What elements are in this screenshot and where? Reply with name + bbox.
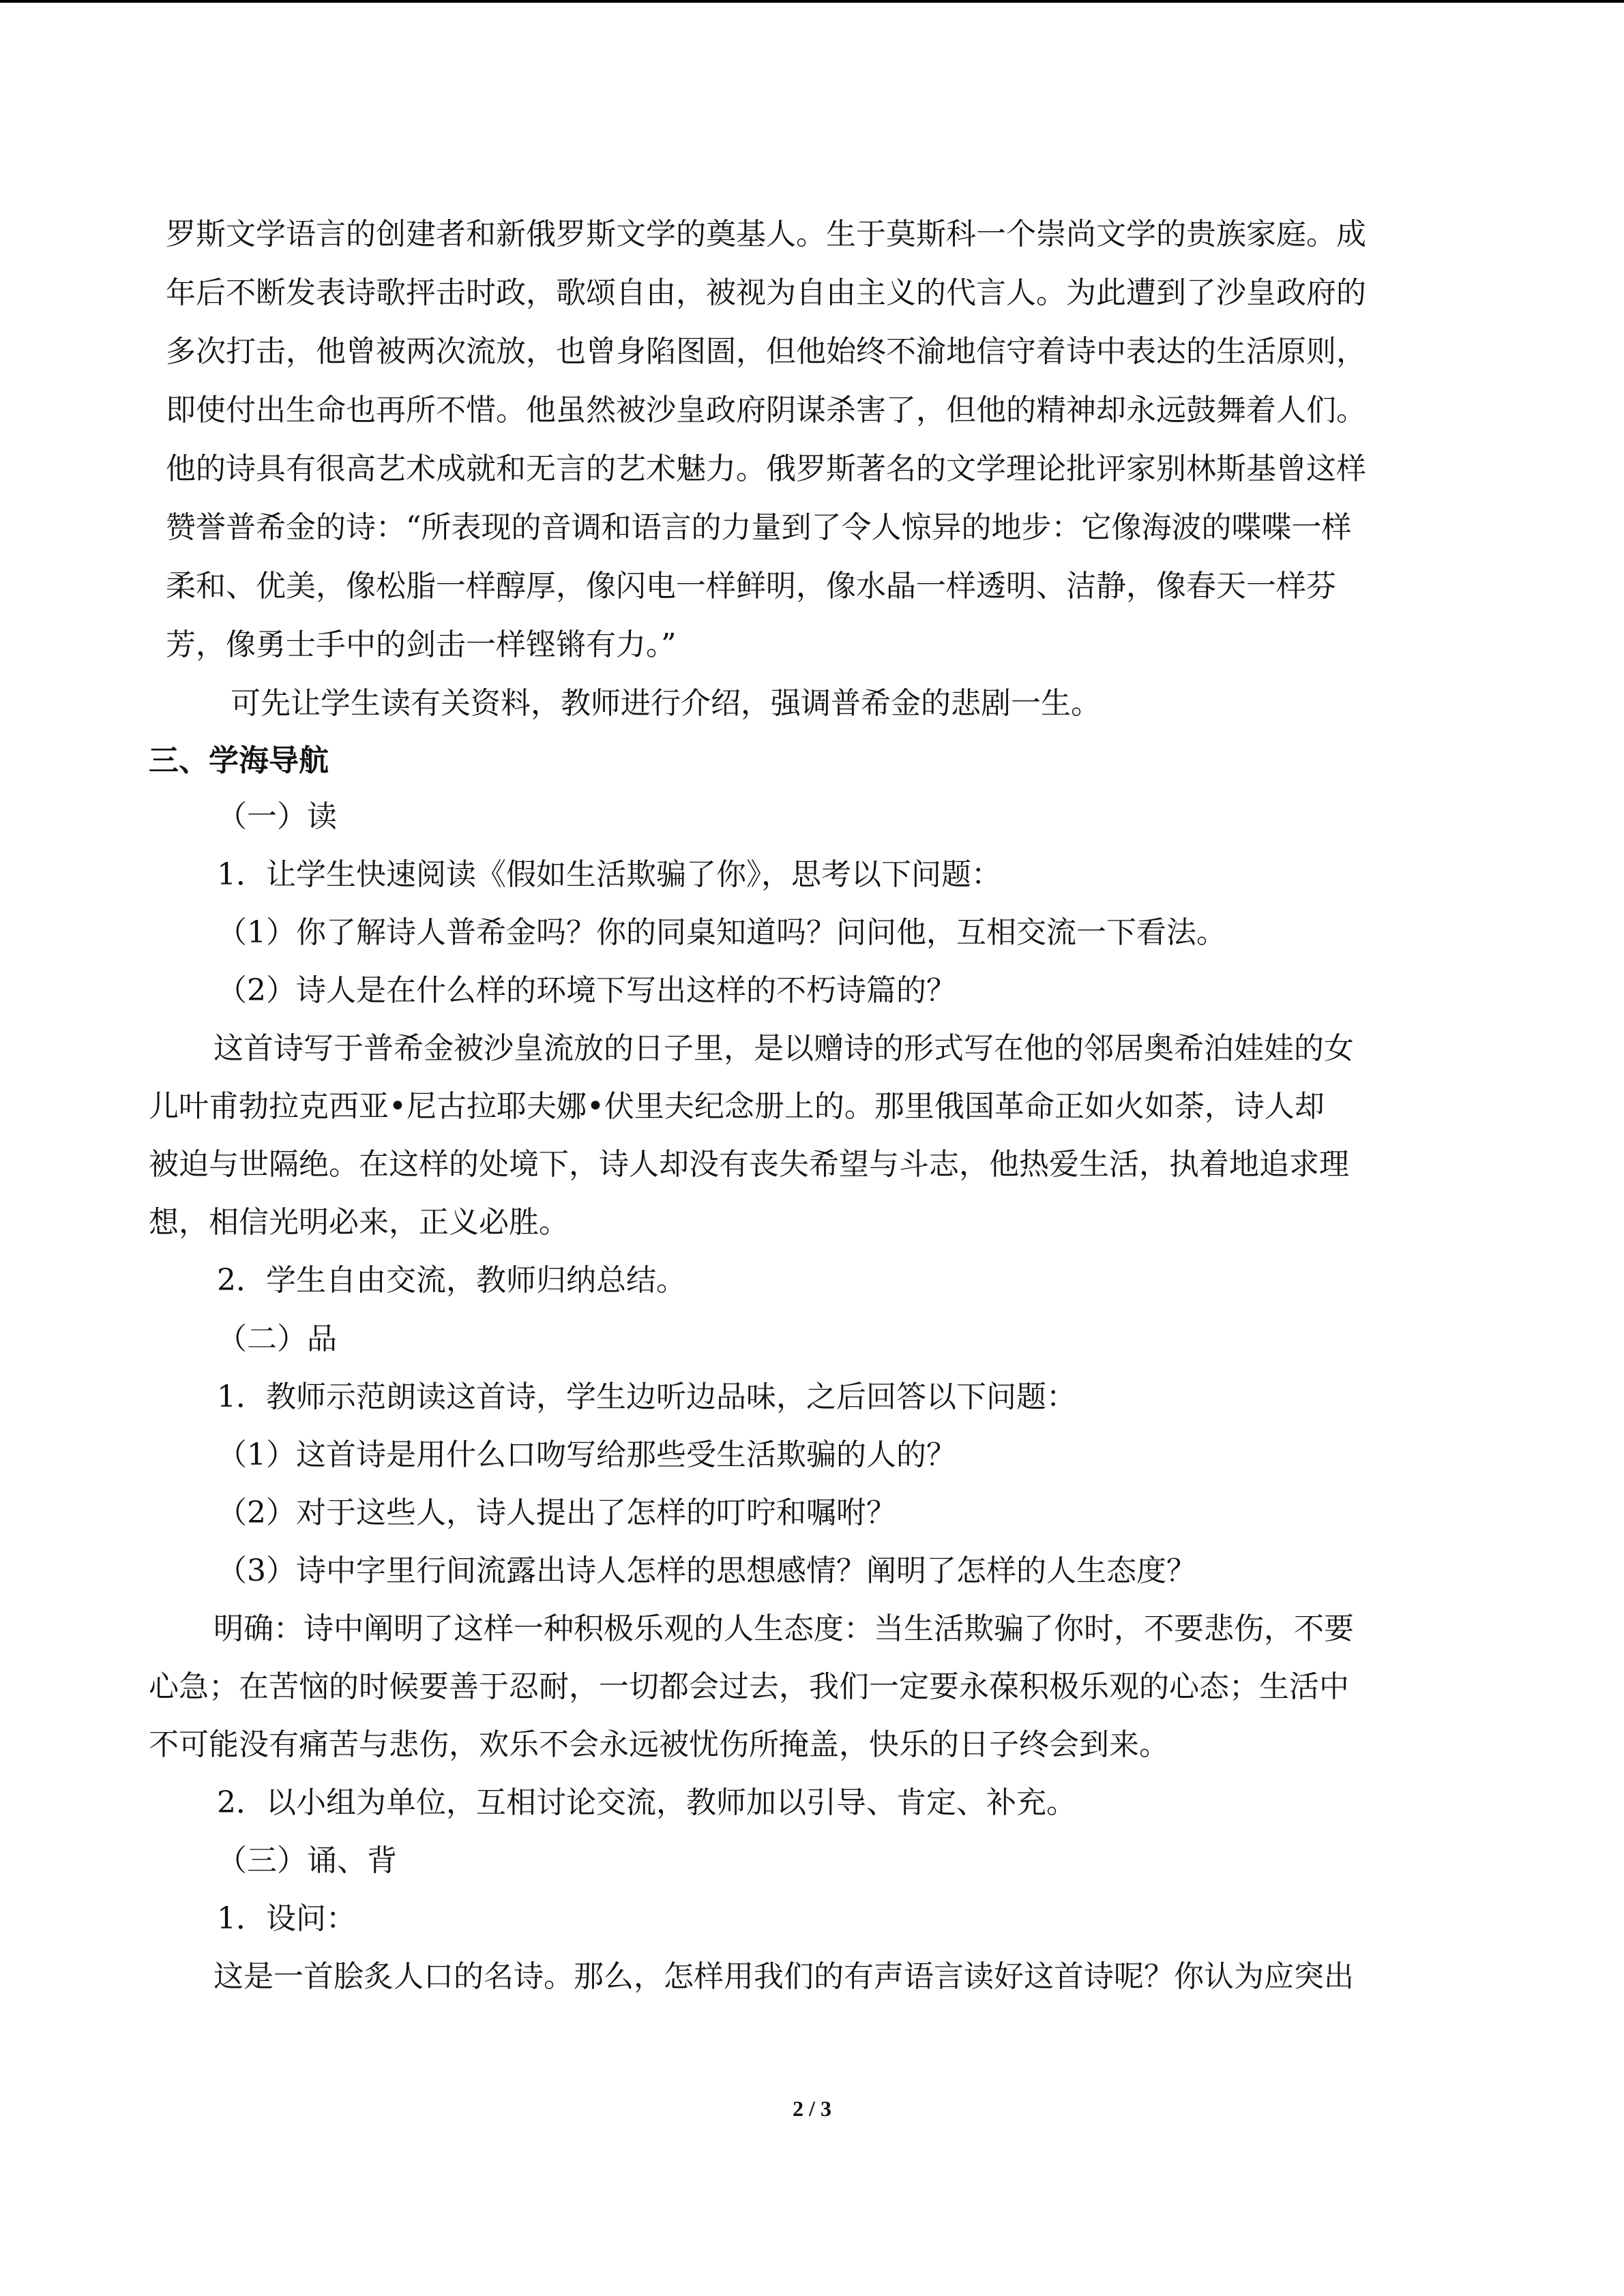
top-border [0,0,1624,3]
text-line: 心急；在苦恼的时候要善于忍耐，一切都会过去，我们一定要永葆积极乐观的心态；生活中 [149,1669,1349,1704]
text-line: 柔和、优美，像松脂一样醇厚，像闪电一样鲜明，像水晶一样透明、洁静，像春天一样芬 [166,569,1336,603]
taste-step-1: 1．教师示范朗读这首诗，学生边听边品味，之后回答以下问题： [217,1380,1076,1414]
text-line: 即使付出生命也再所不惜。他虽然被沙皇政府阴谋杀害了，但他的精神却永远鼓舞着人们。 [166,393,1366,428]
page-number: 2 / 3 [793,2096,831,2121]
text-line: 多次打击，他曾被两次流放，也曾身陷图圄，但他始终不渝地信守着诗中表达的生活原则， [166,334,1366,369]
read-question-2: （2）诗人是在什么样的环境下写出这样的不朽诗篇的？ [217,973,956,1008]
intro-note: 可先让学生读有关资料，教师进行介绍，强调普希金的悲剧一生。 [231,686,1101,721]
read-step-1: 1．让学生快速阅读《假如生活欺骗了你》，思考以下问题： [217,857,1001,892]
taste-step-2: 2．以小组为单位，互相讨论交流，教师加以引导、肯定、补充。 [217,1785,1076,1820]
subsection-title-taste: （二）品 [217,1322,337,1356]
text-line: 儿叶甫勃拉克西亚•尼古拉耶夫娜•伏里夫纪念册上的。那里俄国革命正如火如荼，诗人却 [149,1089,1325,1124]
text-line: 被迫与世隔绝。在这样的处境下，诗人却没有丧失希望与斗志，他热爱生活，执着地追求理 [149,1147,1349,1182]
text-line: 芳，像勇士手中的剑击一样铿锵有力。” [166,627,677,662]
recite-text: 这是一首脍炙人口的名诗。那么，怎样用我们的有声语言读好这首诗呢？你认为应突出 [213,1959,1354,1994]
text-line: 想，相信光明必来，正义必胜。 [149,1205,569,1240]
text-line: 赞誉普希金的诗：“所表现的音调和语言的力量到了令人惊异的地步：它像海波的喋喋一样 [166,510,1352,545]
taste-question-3: （3）诗中字里行间流露出诗人怎样的思想感情？阐明了怎样的人生态度？ [217,1553,1196,1588]
text-line: 年后不断发表诗歌抨击时政，歌颂自由，被视为自由主义的代言人。为此遭到了沙皇政府的 [166,275,1366,310]
text-line: 罗斯文学语言的创建者和新俄罗斯文学的奠基人。生于莫斯科一个崇尚文学的贵族家庭。成 [166,217,1366,252]
text-line: 不可能没有痛苦与悲伤，欢乐不会永远被忧伤所掩盖，快乐的日子终会到来。 [149,1727,1169,1762]
recite-step-1: 1．设问： [217,1901,356,1936]
taste-question-1: （1）这首诗是用什么口吻写给那些受生活欺骗的人的？ [217,1437,956,1472]
text-line: 他的诗具有很高艺术成就和无言的艺术魅力。俄罗斯著名的文学理论批评家别林斯基曾这样 [166,451,1366,486]
subsection-title-recite: （三）诵、背 [217,1843,397,1878]
subsection-title-read: （一）读 [217,799,337,834]
read-step-2: 2．学生自由交流，教师归纳总结。 [217,1263,686,1298]
text-line: 明确：诗中阐明了这样一种积极乐观的人生态度：当生活欺骗了你时，不要悲伤，不要 [213,1611,1354,1646]
section-heading: 三、学海导航 [149,743,329,778]
taste-question-2: （2）对于这些人，诗人提出了怎样的叮咛和嘱咐？ [217,1495,896,1530]
text-line: 这首诗写于普希金被沙皇流放的日子里，是以赠诗的形式写在他的邻居奥希泊娃娃的女 [213,1031,1354,1066]
read-question-1: （1）你了解诗人普希金吗？你的同桌知道吗？问问他，互相交流一下看法。 [217,915,1226,950]
